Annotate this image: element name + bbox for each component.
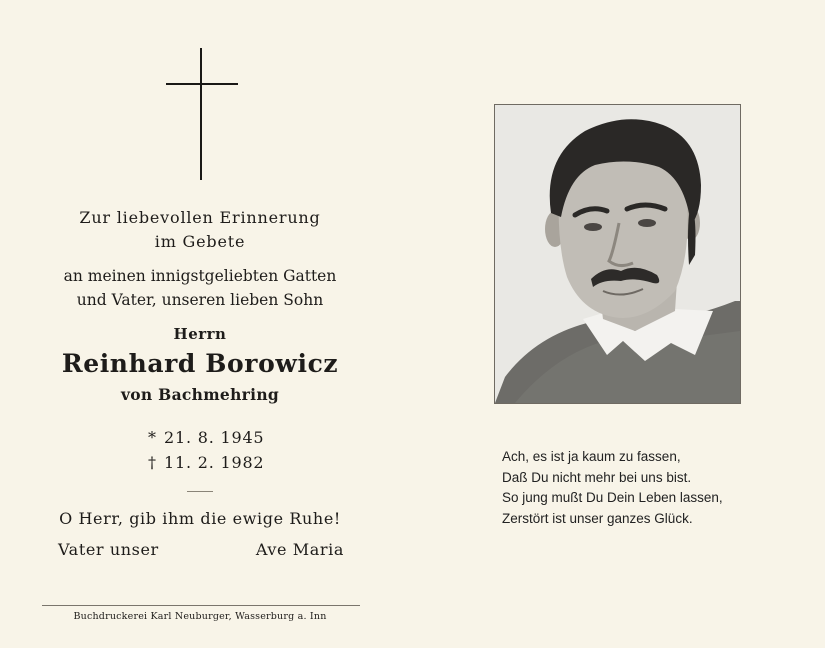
poem-line-1: Ach, es ist ja kaum zu fassen, — [502, 449, 681, 464]
death-date: 11. 2. 1982 — [164, 453, 265, 472]
death-date-row — [148, 450, 264, 475]
footer-rule — [42, 605, 360, 606]
dedication-line-1: Zur liebevollen Erinnerung — [79, 208, 321, 227]
relation-text — [40, 264, 360, 312]
printer-imprint: Buchdruckerei Karl Neuburger, Wasserburg a. Inn — [73, 611, 327, 622]
prayer-vater-unser: Vater unser — [58, 540, 159, 559]
prayers-row — [58, 540, 344, 559]
poem — [502, 447, 723, 529]
birth-date: 21. 8. 1945 — [164, 428, 265, 447]
prayer-line: O Herr, gib ihm die ewige Ruhe! — [59, 509, 341, 528]
cross-icon — [40, 0, 360, 200]
dedication-line-2: im Gebete — [154, 232, 246, 251]
honorific: Herrn — [173, 325, 227, 343]
birth-date-row — [148, 425, 264, 450]
divider — [187, 491, 213, 492]
poem-line-2: Daß Du nicht mehr bei uns bist. — [502, 469, 692, 485]
birth-symbol: * — [148, 428, 157, 447]
portrait-image — [495, 105, 740, 403]
life-dates — [148, 425, 264, 475]
deceased-name: Reinhard Borowicz — [61, 349, 339, 378]
prayer-ave-maria: Ave Maria — [255, 540, 344, 559]
poem-line-4: Zerstört ist unser ganzes Glück. — [502, 510, 693, 526]
relation-line-2: und Vater, unseren lieben Sohn — [76, 291, 324, 309]
relation-line-1: an meinen innigstgeliebten Gatten — [63, 267, 337, 285]
portrait-photo — [494, 104, 741, 404]
left-panel — [40, 0, 360, 648]
death-symbol: † — [148, 453, 157, 472]
deceased-origin: von Bachmehring — [120, 385, 280, 404]
dedication — [40, 206, 360, 254]
poem-line-3: So jung mußt Du Dein Leben lassen, — [502, 490, 723, 505]
